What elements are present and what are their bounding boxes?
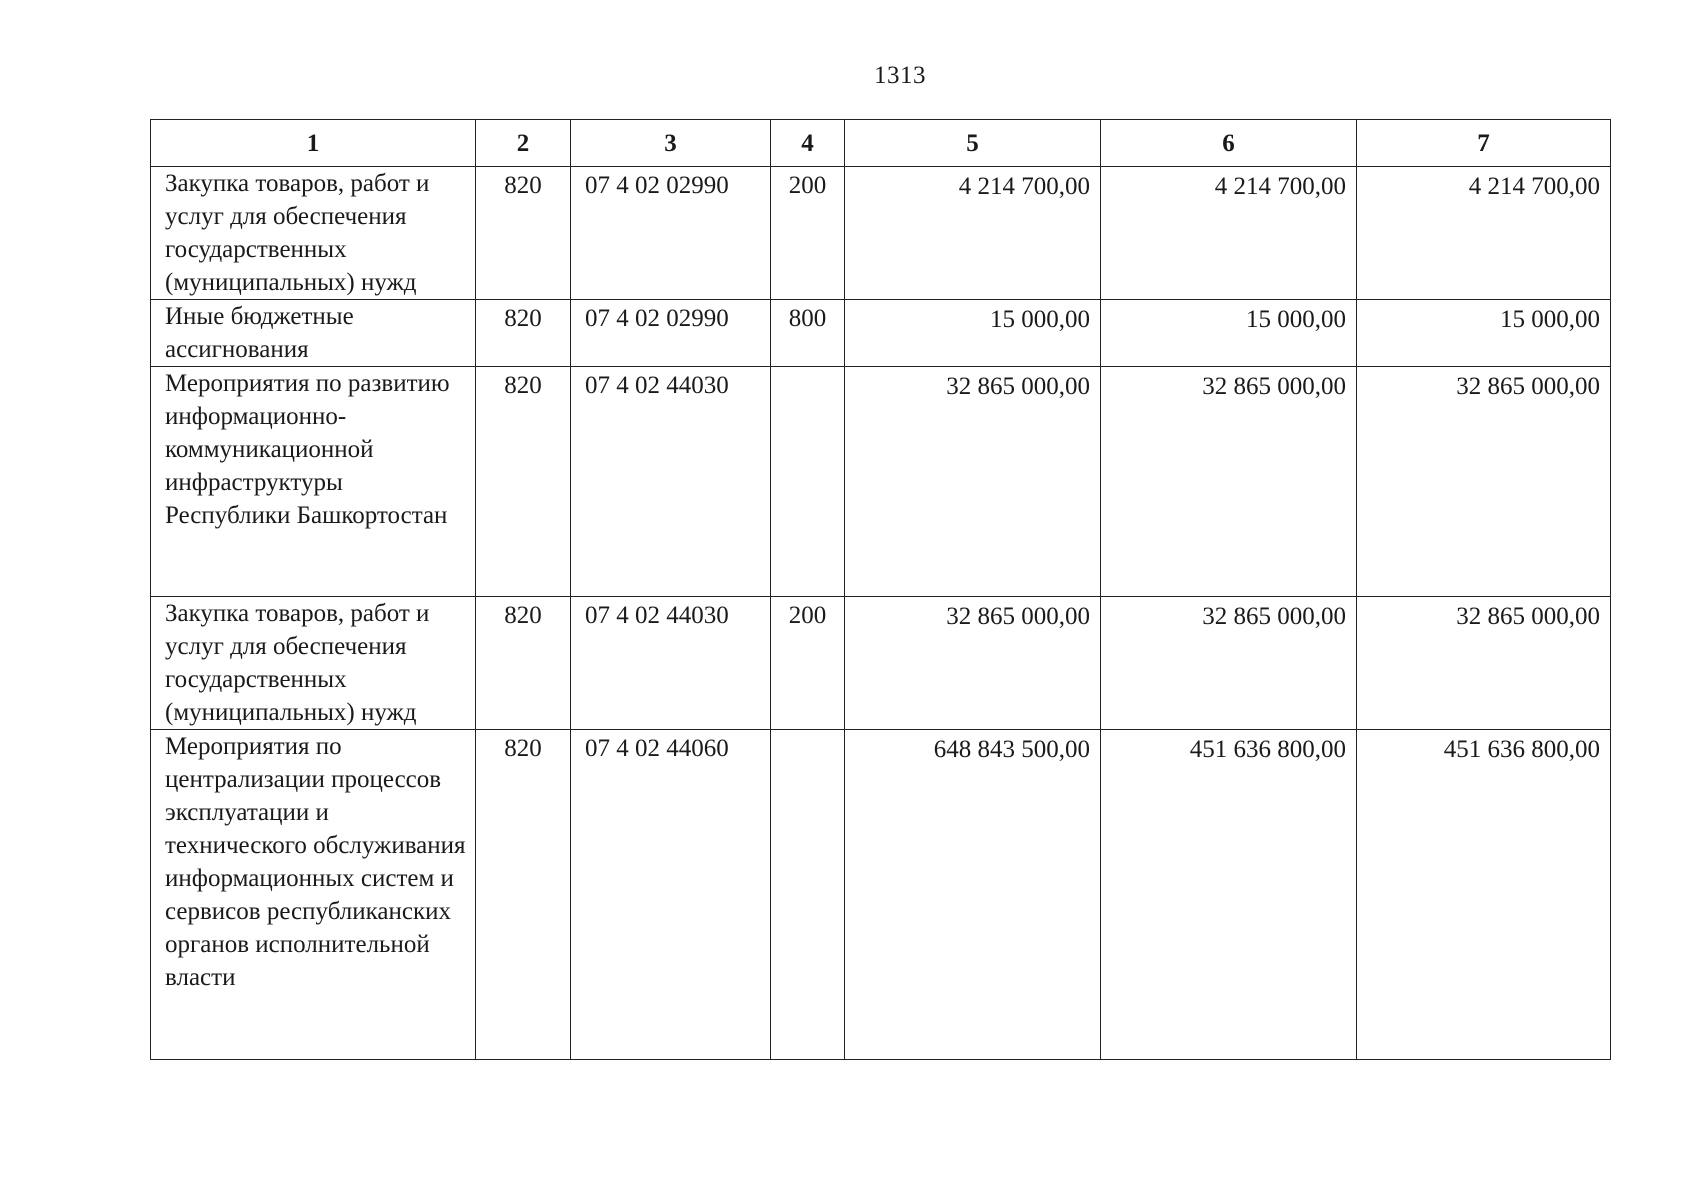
table-row xyxy=(151,597,1611,730)
column-header: 7 xyxy=(1357,120,1611,167)
budget-table xyxy=(150,119,1611,1060)
amount-cell: 4 214 700,00 xyxy=(1357,167,1611,300)
amount-cell: 4 214 700,00 xyxy=(845,167,1101,300)
column-header: 1 xyxy=(151,120,476,167)
item-name-cell: Мероприятия по централизации процессов эксплуатации и технического обслуживания информационных систем и сервисов республиканских органов исполнительной власти xyxy=(151,730,476,1060)
amount-cell: 32 865 000,00 xyxy=(1101,367,1357,597)
amount-cell: 32 865 000,00 xyxy=(1101,597,1357,730)
expense-type-cell xyxy=(771,730,845,1060)
expense-type-cell: 200 xyxy=(771,597,845,730)
target-article-cell: 07 4 02 44030 xyxy=(571,597,771,730)
item-name-cell: Мероприятия по развитию информационно-коммуникационной инфраструктуры Республики Башкортостан xyxy=(151,367,476,597)
ministry-code-cell: 820 xyxy=(476,730,571,1060)
amount-cell: 451 636 800,00 xyxy=(1357,730,1611,1060)
ministry-code-cell: 820 xyxy=(476,300,571,367)
table-header-row xyxy=(151,120,1611,167)
column-header: 5 xyxy=(845,120,1101,167)
amount-cell: 15 000,00 xyxy=(845,300,1101,367)
table-row xyxy=(151,367,1611,597)
column-header: 6 xyxy=(1101,120,1357,167)
target-article-cell: 07 4 02 02990 xyxy=(571,167,771,300)
amount-cell: 32 865 000,00 xyxy=(1357,597,1611,730)
target-article-cell: 07 4 02 44060 xyxy=(571,730,771,1060)
page-number: 1313 xyxy=(874,62,926,89)
expense-type-cell: 200 xyxy=(771,167,845,300)
target-article-cell: 07 4 02 02990 xyxy=(571,300,771,367)
item-name-cell: Закупка товаров, работ и услуг для обеспечения государственных (муниципальных) нужд xyxy=(151,167,476,300)
item-name-cell: Закупка товаров, работ и услуг для обеспечения государственных (муниципальных) нужд xyxy=(151,597,476,730)
expense-type-cell: 800 xyxy=(771,300,845,367)
column-header: 3 xyxy=(571,120,771,167)
ministry-code-cell: 820 xyxy=(476,597,571,730)
ministry-code-cell: 820 xyxy=(476,367,571,597)
table-row xyxy=(151,300,1611,367)
amount-cell: 4 214 700,00 xyxy=(1101,167,1357,300)
item-name-cell: Иные бюджетные ассигнования xyxy=(151,300,476,367)
table-row xyxy=(151,167,1611,300)
amount-cell: 32 865 000,00 xyxy=(845,597,1101,730)
ministry-code-cell: 820 xyxy=(476,167,571,300)
column-header: 4 xyxy=(771,120,845,167)
amount-cell: 451 636 800,00 xyxy=(1101,730,1357,1060)
amount-cell: 648 843 500,00 xyxy=(845,730,1101,1060)
expense-type-cell xyxy=(771,367,845,597)
amount-cell: 15 000,00 xyxy=(1357,300,1611,367)
target-article-cell: 07 4 02 44030 xyxy=(571,367,771,597)
column-header: 2 xyxy=(476,120,571,167)
amount-cell: 32 865 000,00 xyxy=(1357,367,1611,597)
amount-cell: 15 000,00 xyxy=(1101,300,1357,367)
amount-cell: 32 865 000,00 xyxy=(845,367,1101,597)
table-row xyxy=(151,730,1611,1060)
